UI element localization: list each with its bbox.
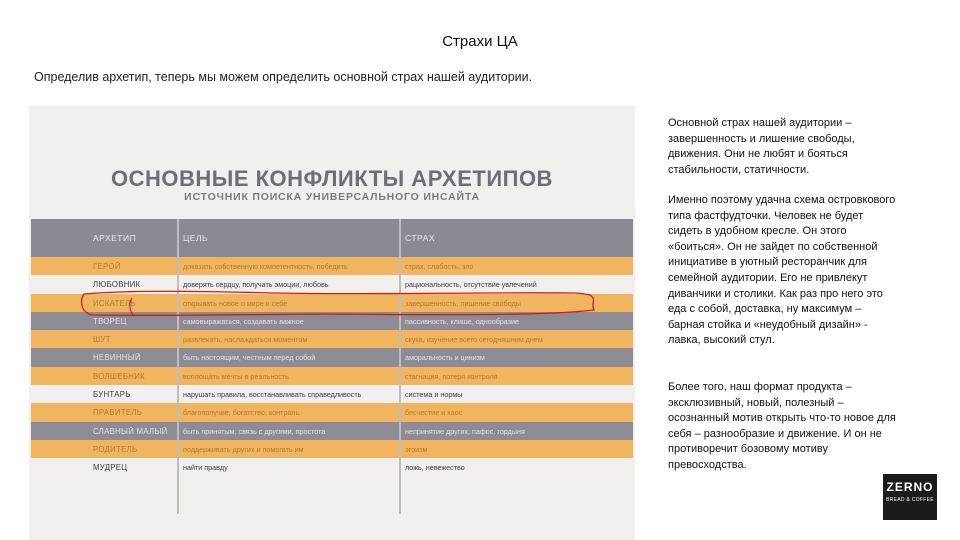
table-row	[31, 348, 633, 366]
column-divider	[177, 219, 179, 514]
cell-goal: благополучие, богатство, контроль	[183, 408, 300, 418]
table-body	[31, 257, 633, 477]
cell-fear: эгоизм	[405, 444, 428, 454]
cell-archetype: ШУТ	[93, 335, 111, 345]
cell-archetype: БУНТАРЬ	[93, 390, 131, 400]
cell-goal: доверять сердцу, получать эмоции, любовь	[183, 280, 329, 290]
table-row	[31, 422, 633, 440]
table-row	[31, 312, 633, 330]
cell-archetype: ГЕРОЙ	[93, 262, 121, 271]
cell-archetype: ТВОРЕЦ	[93, 316, 127, 326]
table-heading: ОСНОВНЫЕ КОНФЛИКТЫ АРХЕТИПОВ	[111, 166, 553, 191]
table-subheading: ИСТОЧНИК ПОИСКА УНИВЕРСАЛЬНОГО ИНСАЙТА	[184, 191, 480, 203]
column-divider	[399, 219, 401, 514]
logo-tagline: BREAD & COFFEE	[886, 497, 934, 503]
cell-goal: быть настоящим, честным перед собой	[183, 353, 316, 363]
cell-goal: быть принятым, связь с другими, простота	[183, 426, 326, 436]
cell-archetype: ЛЮБОВНИК	[93, 280, 141, 290]
cell-goal: воплощать мечты в реальность	[183, 371, 289, 381]
table-row	[31, 440, 633, 458]
archetype-table	[31, 219, 633, 477]
cell-goal: развлекать, наслаждаться моментом	[183, 335, 308, 345]
cell-fear: ложь, невежество	[405, 463, 465, 473]
table-row	[31, 385, 633, 403]
sidebar-paragraph-2: Именно поэтому удачна схема островкового типа фастфудточки. Человек не будет сидеть в удобном кресле. Он этого «боиться». Он не зайдет по собственной инициативе в уютный ресторанчик для семейной аудитории. Его не привлекут диванчики и столики. Как раз про него это еда с собой, доставка, ну максимум – барная стойка и «неудобный дизайн» - лавка, высокий стул.	[668, 194, 896, 347]
cell-goal: открывать новое о мире и себе	[183, 298, 288, 308]
cell-archetype: ВОЛШЕБНИК	[93, 371, 145, 381]
slide-title: Страхи ЦА	[442, 33, 518, 50]
table-header-row	[31, 219, 633, 257]
cell-fear: аморальность и цинизм	[405, 353, 485, 363]
cell-archetype: МУДРЕЦ	[93, 463, 128, 473]
column-header-goal: ЦЕЛЬ	[183, 233, 209, 243]
column-header-fear: СТРАХ	[405, 233, 435, 243]
cell-goal: найти правду	[183, 463, 228, 473]
cell-archetype: ИСКАТЕЛЬ	[93, 298, 136, 308]
table-row	[31, 294, 633, 312]
cell-goal: доказать собственную компетентность, победить	[183, 262, 348, 271]
cell-goal: поддерживать других и помогать им	[183, 444, 304, 454]
cell-goal: нарушать правила, восстанавливать справедливость	[183, 390, 362, 400]
cell-archetype: СЛАВНЫЙ МАЛЫЙ	[93, 426, 168, 436]
cell-fear: страх, слабость, зло	[405, 262, 474, 271]
sidebar-paragraph-1: Основной страх нашей аудитории – завершенность и лишение свободы, движения. Они не любят и бояться стабильности, статичности.	[668, 117, 855, 176]
cell-archetype: НЕВИННЫЙ	[93, 353, 141, 363]
table-row	[31, 367, 633, 385]
table-row	[31, 275, 633, 293]
logo-name: ZERNO	[886, 480, 934, 494]
archetype-table-image	[29, 106, 635, 540]
cell-fear: бесчестие и хаос	[405, 408, 463, 418]
table-row	[31, 257, 633, 275]
cell-fear: пассивность, клише, однообразие	[405, 316, 520, 326]
cell-fear: непринятие других, пафос, гордыня	[405, 426, 525, 436]
cell-archetype: РОДИТЕЛЬ	[93, 444, 138, 454]
cell-fear: рациональность, отсутствие увлечений	[405, 280, 537, 290]
column-header-archetype: АРХЕТИП	[93, 233, 137, 243]
cell-goal: самовыражаться, создавать важное	[183, 316, 304, 326]
cell-fear: завершенность, лишение свободы	[405, 298, 521, 308]
slide-subtitle: Определив архетип, теперь мы можем определить основной страх нашей аудитории.	[34, 70, 533, 84]
cell-fear: стагнация, потеря контроля	[405, 371, 498, 381]
table-row	[31, 403, 633, 421]
table-row	[31, 458, 633, 476]
cell-archetype: ПРАВИТЕЛЬ	[93, 408, 143, 418]
cell-fear: система и нормы	[405, 390, 463, 400]
sidebar-paragraph-3: Более того, наш формат продукта – эксклюзивный, новый, полезный – осознанный мотив открыть что-то новое для себя – разнообразие и движение. И он не противоречит бозовому мотиву превосходства.	[668, 381, 896, 471]
cell-fear: скука, изучение всего сегодняшним днем	[405, 335, 543, 345]
table-row	[31, 330, 633, 348]
brand-logo	[883, 474, 937, 520]
